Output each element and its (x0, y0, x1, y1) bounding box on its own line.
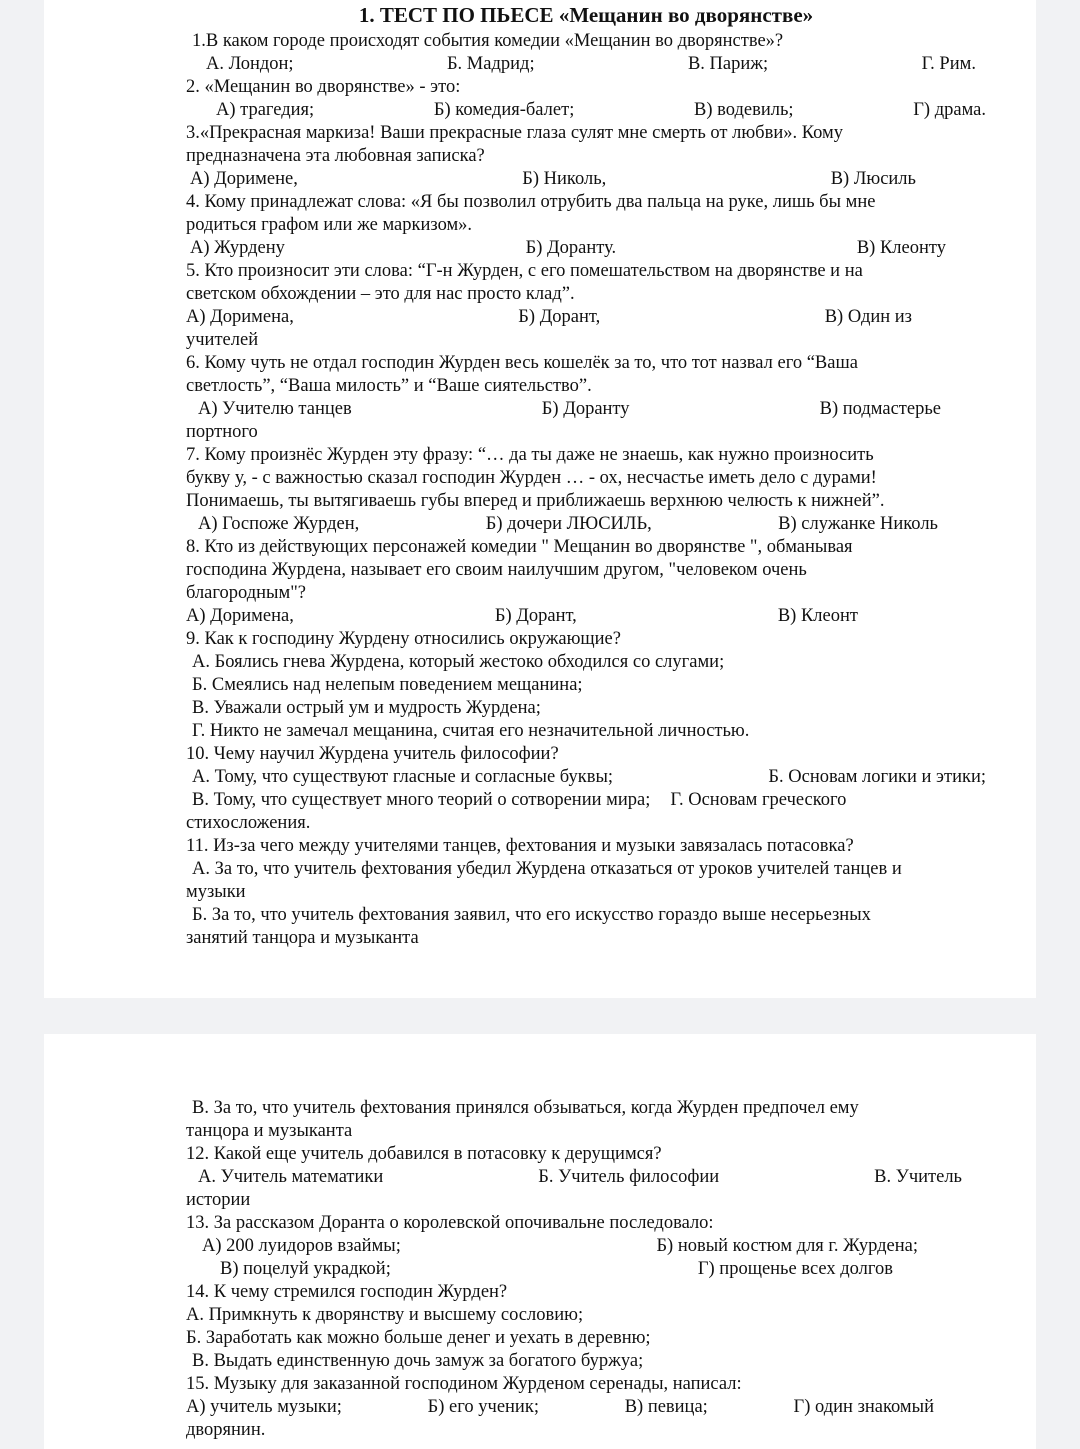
question-8-line-3: благородным"? (186, 583, 306, 603)
question-2: 2. «Мещанин во дворянстве» - это: (186, 77, 461, 97)
question-5-line-2: светском обхождении – это для нас просто клад”. (186, 284, 575, 304)
question-4-options (186, 237, 946, 260)
q11-option-a-line-1: А. За то, что учитель фехтования убедил Журдена отказаться от уроков учителей танцев и (192, 859, 902, 879)
q10-option-g: Г. Основам греческого (670, 790, 847, 810)
question-10: 10. Чему научил Журдена учитель философии? (186, 744, 559, 764)
q5-option-v: В) Один из (824, 307, 912, 327)
q13-option-a: А) 200 луидоров взаймы; (202, 1236, 401, 1256)
q3-option-b: Б) Николь, (522, 169, 607, 189)
question-12-continuation: истории (186, 1190, 251, 1210)
q12-option-a: А. Учитель математики (198, 1167, 384, 1187)
question-6-options (186, 398, 941, 421)
q15-option-a: А) учитель музыки; (186, 1397, 342, 1417)
question-6-line-1: 6. Кому чуть не отдал господин Журден весь кошелёк за то, что тот назвал его “Ваша (186, 353, 858, 373)
q4-option-b: Б) Доранту. (525, 238, 617, 258)
question-14: 14. К чему стремился господин Журден? (186, 1282, 508, 1302)
q15-option-g: Г) один знакомый (793, 1397, 934, 1417)
q9-option-b: Б. Смеялись над нелепым поведением мещанина; (192, 675, 583, 695)
question-11: 11. Из-за чего между учителями танцев, фехтования и музыки завязалась потасовка? (186, 836, 854, 856)
q10-option-b: Б. Основам логики и этики; (768, 767, 986, 787)
question-10-options-row-2 (186, 789, 986, 812)
question-12-options (186, 1166, 962, 1189)
question-12: 12. Какой еще учитель добавился в потасовку к дерущимся? (186, 1144, 662, 1164)
q6-option-b: Б) Доранту (541, 399, 630, 419)
q1-option-v: В. Париж; (687, 54, 769, 74)
question-6-continuation: портного (186, 422, 258, 442)
q14-option-v: В. Выдать единственную дочь замуж за богатого буржуа; (192, 1351, 644, 1371)
q1-option-g: Г. Рим. (921, 54, 976, 74)
question-3-options (186, 168, 916, 191)
page-1 (44, 0, 1036, 998)
question-1: 1.В каком городе происходят события комедии «Мещанин во дворянстве»? (192, 31, 784, 51)
q7-option-a: А) Госпоже Журден, (198, 514, 360, 534)
question-5-continuation: учителей (186, 330, 259, 350)
q2-option-g: Г) драма. (913, 100, 986, 120)
q1-option-b: Б. Мадрид; (446, 54, 535, 74)
q7-option-v: В) служанке Николь (778, 514, 938, 534)
q8-option-a: А) Доримена, (186, 606, 294, 626)
q15-option-v: В) певица; (624, 1397, 708, 1417)
question-8-line-1: 8. Кто из действующих персонажей комедии " Мещанин во дворянстве ", обманывая (186, 537, 853, 557)
page-2-content (186, 1097, 986, 1442)
q13-option-g: Г) прощенье всех долгов (697, 1259, 893, 1279)
question-15-options (186, 1396, 934, 1419)
question-5-line-1: 5. Кто произносит эти слова: “Г-н Журден, с его помешательством на дворянстве и на (186, 261, 863, 281)
q4-option-v: В) Клеонту (856, 238, 946, 258)
question-13: 13. За рассказом Доранта о королевской опочивальне последовало: (186, 1213, 714, 1233)
q12-option-b: Б. Учитель философии (538, 1167, 720, 1187)
q12-option-v: В. Учитель (874, 1167, 962, 1187)
q3-option-a: А) Доримене, (190, 169, 298, 189)
question-3-line-1: 3.«Прекрасная маркиза! Ваши прекрасные глаза сулят мне смерть от любви». Кому (186, 123, 844, 143)
question-13-options-row-2 (186, 1258, 893, 1281)
q5-option-b: Б) Дорант, (518, 307, 601, 327)
page-1-content (186, 2, 986, 950)
question-13-options-row-1 (186, 1235, 918, 1258)
q7-option-b: Б) дочери ЛЮСИЛЬ, (485, 514, 652, 534)
question-8-options (186, 605, 858, 628)
q15-option-b: Б) его ученик; (427, 1397, 539, 1417)
q14-option-b: Б. Заработать как можно больше денег и уехать в деревню; (186, 1328, 651, 1348)
q3-option-v: В) Люсиль (830, 169, 916, 189)
q11-option-b-line-2: занятий танцора и музыканта (186, 928, 419, 948)
q11-option-v-line-1: В. За то, что учитель фехтования принялся обзываться, когда Журден предпочел ему (192, 1098, 859, 1118)
q14-option-a: А. Примкнуть к дворянству и высшему сословию; (186, 1305, 584, 1325)
q1-option-a: А. Лондон; (206, 54, 294, 74)
q10-option-a: А. Тому, что существуют гласные и согласные буквы; (192, 767, 614, 787)
question-10-options-row-1 (186, 766, 986, 789)
q2-option-v: В) водевиль; (694, 100, 794, 120)
q5-option-a: А) Доримена, (186, 307, 294, 327)
q9-option-v: В. Уважали острый ум и мудрость Журдена; (192, 698, 541, 718)
question-15: 15. Музыку для заказанной господином Журденом серенады, написал: (186, 1374, 742, 1394)
q2-option-b: Б) комедия-балет; (433, 100, 575, 120)
q10-option-v: В. Тому, что существует много теорий о сотворении мира; (192, 790, 651, 810)
question-2-options (186, 99, 986, 122)
question-3-line-2: предназначена эта любовная записка? (186, 146, 485, 166)
question-10-continuation: стихосложения. (186, 813, 311, 833)
q2-option-a: А) трагедия; (216, 100, 315, 120)
q11-option-v-line-2: танцора и музыканта (186, 1121, 353, 1141)
q4-option-a: А) Журдену (190, 238, 285, 258)
test-title: 1. ТЕСТ ПО ПЬЕСЕ «Мещанин во дворянстве» (358, 3, 814, 27)
q6-option-v: В) подмастерье (819, 399, 941, 419)
q11-option-a-line-2: музыки (186, 882, 246, 902)
q6-option-a: А) Учителю танцев (198, 399, 352, 419)
q8-option-b: Б) Дорант, (494, 606, 577, 626)
question-4-line-2: родиться графом или же маркизом». (186, 215, 473, 235)
question-9: 9. Как к господину Журдену относились окружающие? (186, 629, 621, 649)
question-15-continuation: дворянин. (186, 1420, 266, 1440)
question-7-options (186, 513, 938, 536)
question-7-line-2: букву у, - с важностью сказал господин Журден … - ох, несчастье иметь дело с дурами! (186, 468, 877, 488)
question-6-line-2: светлость”, “Ваша милость” и “Ваше сиятельство”. (186, 376, 592, 396)
question-8-line-2: господина Журдена, называет его своим наилучшим другом, "человеком очень (186, 560, 807, 580)
question-7-line-1: 7. Кому произнёс Журден эту фразу: “… да ты даже не знаешь, как нужно произносить (186, 445, 874, 465)
q9-option-g: Г. Никто не замечал мещанина, считая его незначительной личностью. (192, 721, 750, 741)
question-1-options (186, 53, 976, 76)
q9-option-a: А. Боялись гнева Журдена, который жестоко обходился со слугами; (192, 652, 725, 672)
q13-option-v: В) поцелуй украдкой; (220, 1259, 391, 1279)
q11-option-b-line-1: Б. За то, что учитель фехтования заявил, что его искусство гораздо выше несерьезных (192, 905, 871, 925)
question-4-line-1: 4. Кому принадлежат слова: «Я бы позволил отрубить два пальца на руке, лишь бы мне (186, 192, 876, 212)
q13-option-b: Б) новый костюм для г. Журдена; (656, 1236, 918, 1256)
question-5-options (186, 306, 912, 329)
question-7-line-3: Понимаешь, ты вытягиваешь губы вперед и приближаешь верхнюю челюсть к нижней”. (186, 491, 885, 511)
q8-option-v: В) Клеонт (777, 606, 858, 626)
page-2 (44, 1034, 1036, 1449)
